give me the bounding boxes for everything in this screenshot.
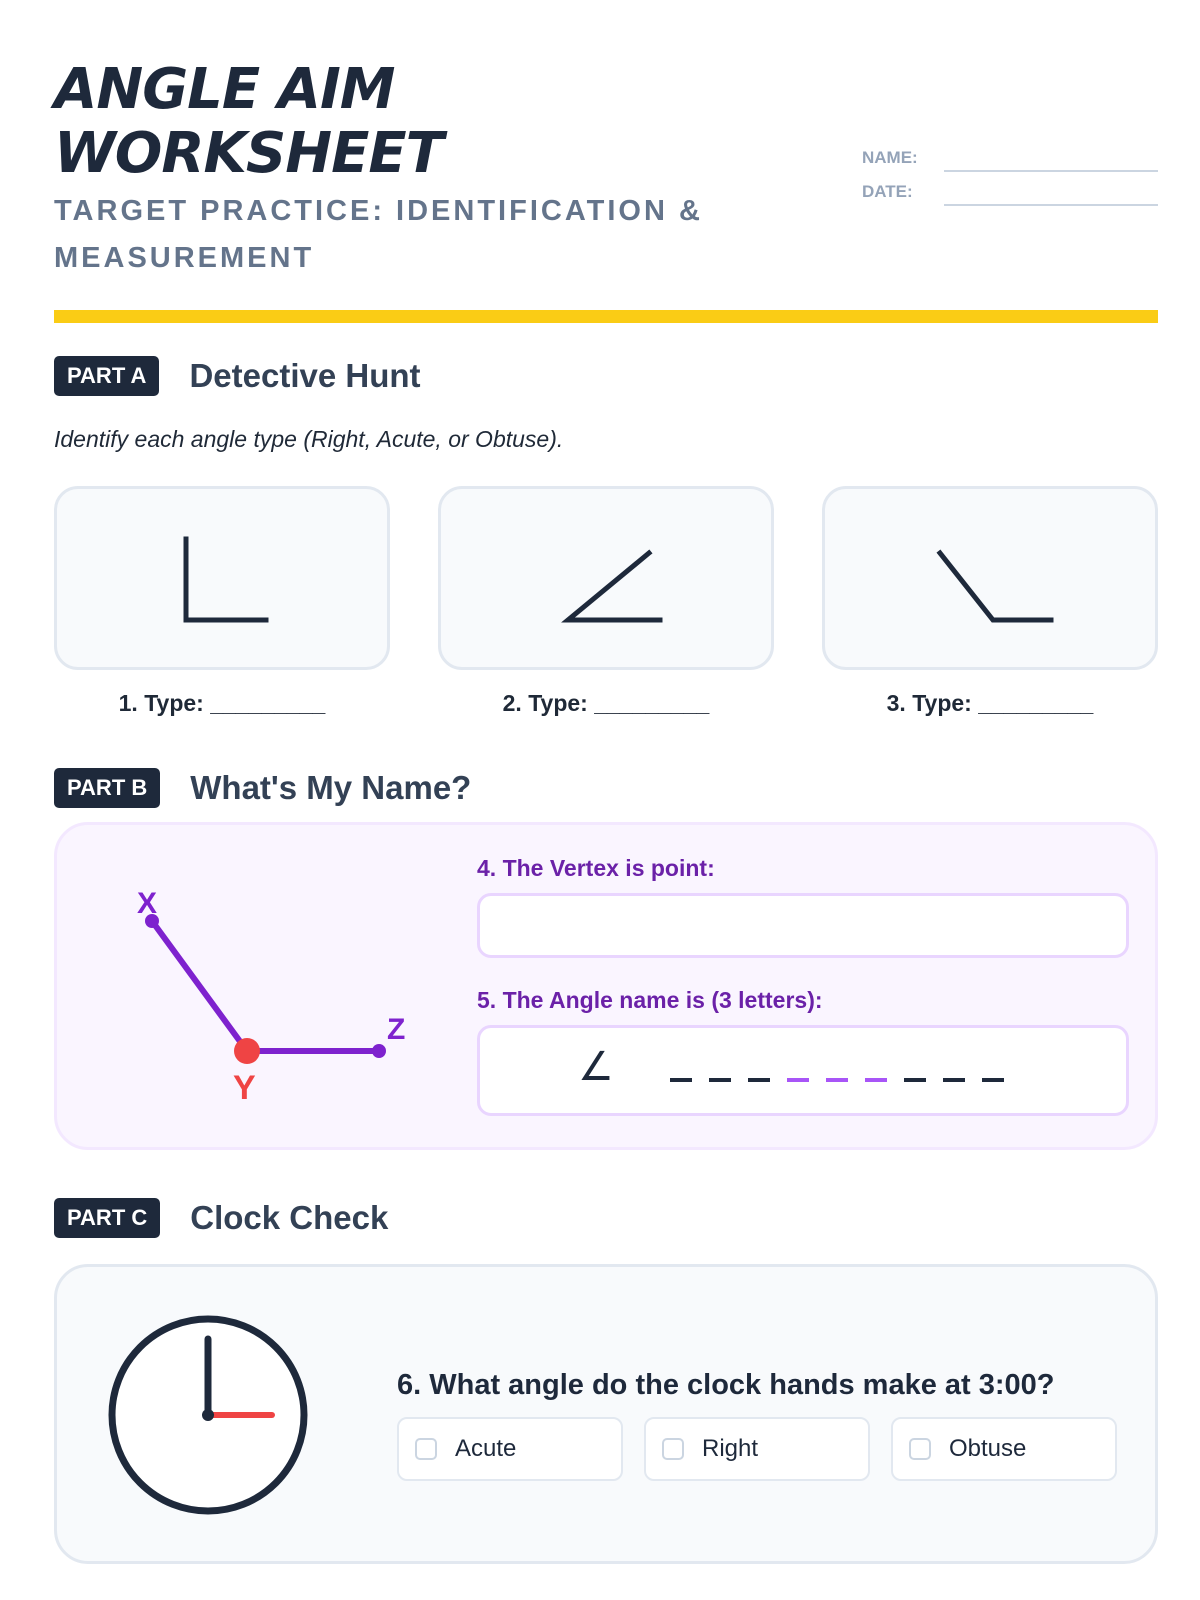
part-a-badge: PART A bbox=[54, 356, 159, 396]
acute-angle-figure bbox=[441, 489, 777, 673]
angle-card-2 bbox=[438, 486, 774, 670]
worksheet-title bbox=[54, 58, 694, 186]
point-y-label: Y bbox=[233, 1069, 256, 1107]
angle-name-answer-box[interactable] bbox=[477, 1025, 1129, 1116]
blank-dash bbox=[748, 1078, 770, 1082]
part-b-title: What's My Name? bbox=[190, 769, 472, 806]
part-b-header bbox=[54, 768, 471, 808]
checkbox[interactable] bbox=[415, 1438, 437, 1460]
date-row bbox=[862, 172, 1158, 206]
option-label: Acute bbox=[455, 1435, 517, 1462]
worksheet-page bbox=[54, 0, 1158, 1600]
option-right[interactable] bbox=[644, 1417, 870, 1481]
blank-dash bbox=[943, 1078, 965, 1082]
angle-card-1 bbox=[54, 486, 390, 670]
type-answer-2[interactable]: 2. Type: _________ bbox=[502, 690, 710, 716]
date-label: DATE: bbox=[862, 182, 913, 201]
checkbox[interactable] bbox=[662, 1438, 684, 1460]
angle-xyz-diagram bbox=[57, 825, 457, 1153]
checkbox[interactable] bbox=[909, 1438, 931, 1460]
option-obtuse[interactable] bbox=[891, 1417, 1117, 1481]
blank-dash bbox=[982, 1078, 1004, 1082]
option-acute[interactable] bbox=[397, 1417, 623, 1481]
clock-icon bbox=[57, 1267, 357, 1567]
part-b-panel bbox=[54, 822, 1158, 1150]
part-a-instruction: Identify each angle type (Right, Acute, or Obtuse). bbox=[54, 426, 564, 452]
option-label: Obtuse bbox=[949, 1435, 1027, 1462]
part-c-header bbox=[54, 1198, 388, 1238]
q6-question: 6. What angle do the clock hands make at 3:00? bbox=[397, 1369, 1055, 1401]
type-answer-3[interactable]: 3. Type: _________ bbox=[886, 690, 1094, 716]
blank-dash bbox=[670, 1078, 692, 1082]
part-a-header bbox=[54, 356, 421, 396]
name-date-block bbox=[862, 138, 1158, 206]
blank-dash bbox=[709, 1078, 731, 1082]
date-field[interactable] bbox=[944, 180, 1158, 206]
vertex-answer-box[interactable] bbox=[477, 893, 1129, 958]
angle-card-3 bbox=[822, 486, 1158, 670]
part-c-badge: PART C bbox=[54, 1198, 160, 1238]
blank-dash bbox=[826, 1078, 848, 1082]
part-b-badge: PART B bbox=[54, 768, 160, 808]
part-c-title: Clock Check bbox=[190, 1199, 389, 1236]
q4-label: 4. The Vertex is point: bbox=[477, 855, 715, 881]
worksheet-subtitle: TARGET PRACTICE: IDENTIFICATION & MEASUREMENT bbox=[54, 195, 703, 274]
title-line-1: ANGLE AIM bbox=[54, 57, 395, 122]
name-row bbox=[862, 138, 1158, 172]
header-divider bbox=[54, 310, 1158, 323]
part-a-title: Detective Hunt bbox=[189, 357, 421, 394]
obtuse-angle-figure bbox=[825, 489, 1161, 673]
blank-dash bbox=[787, 1078, 809, 1082]
q5-label: 5. The Angle name is (3 letters): bbox=[477, 987, 823, 1013]
angle-symbol-icon: ∠ bbox=[578, 1044, 614, 1090]
blank-dash bbox=[865, 1078, 887, 1082]
name-label: NAME: bbox=[862, 148, 918, 167]
name-field[interactable] bbox=[944, 146, 1158, 172]
type-answer-1[interactable]: 1. Type: _________ bbox=[118, 690, 326, 716]
option-label: Right bbox=[702, 1435, 759, 1462]
blank-dash bbox=[904, 1078, 926, 1082]
point-x-label: X bbox=[137, 887, 158, 920]
part-c-panel bbox=[54, 1264, 1158, 1564]
right-angle-figure bbox=[57, 489, 393, 673]
title-line-2: WORKSHEET bbox=[54, 121, 443, 186]
point-z-label: Z bbox=[387, 1013, 406, 1046]
letter-blanks bbox=[670, 1078, 1004, 1082]
